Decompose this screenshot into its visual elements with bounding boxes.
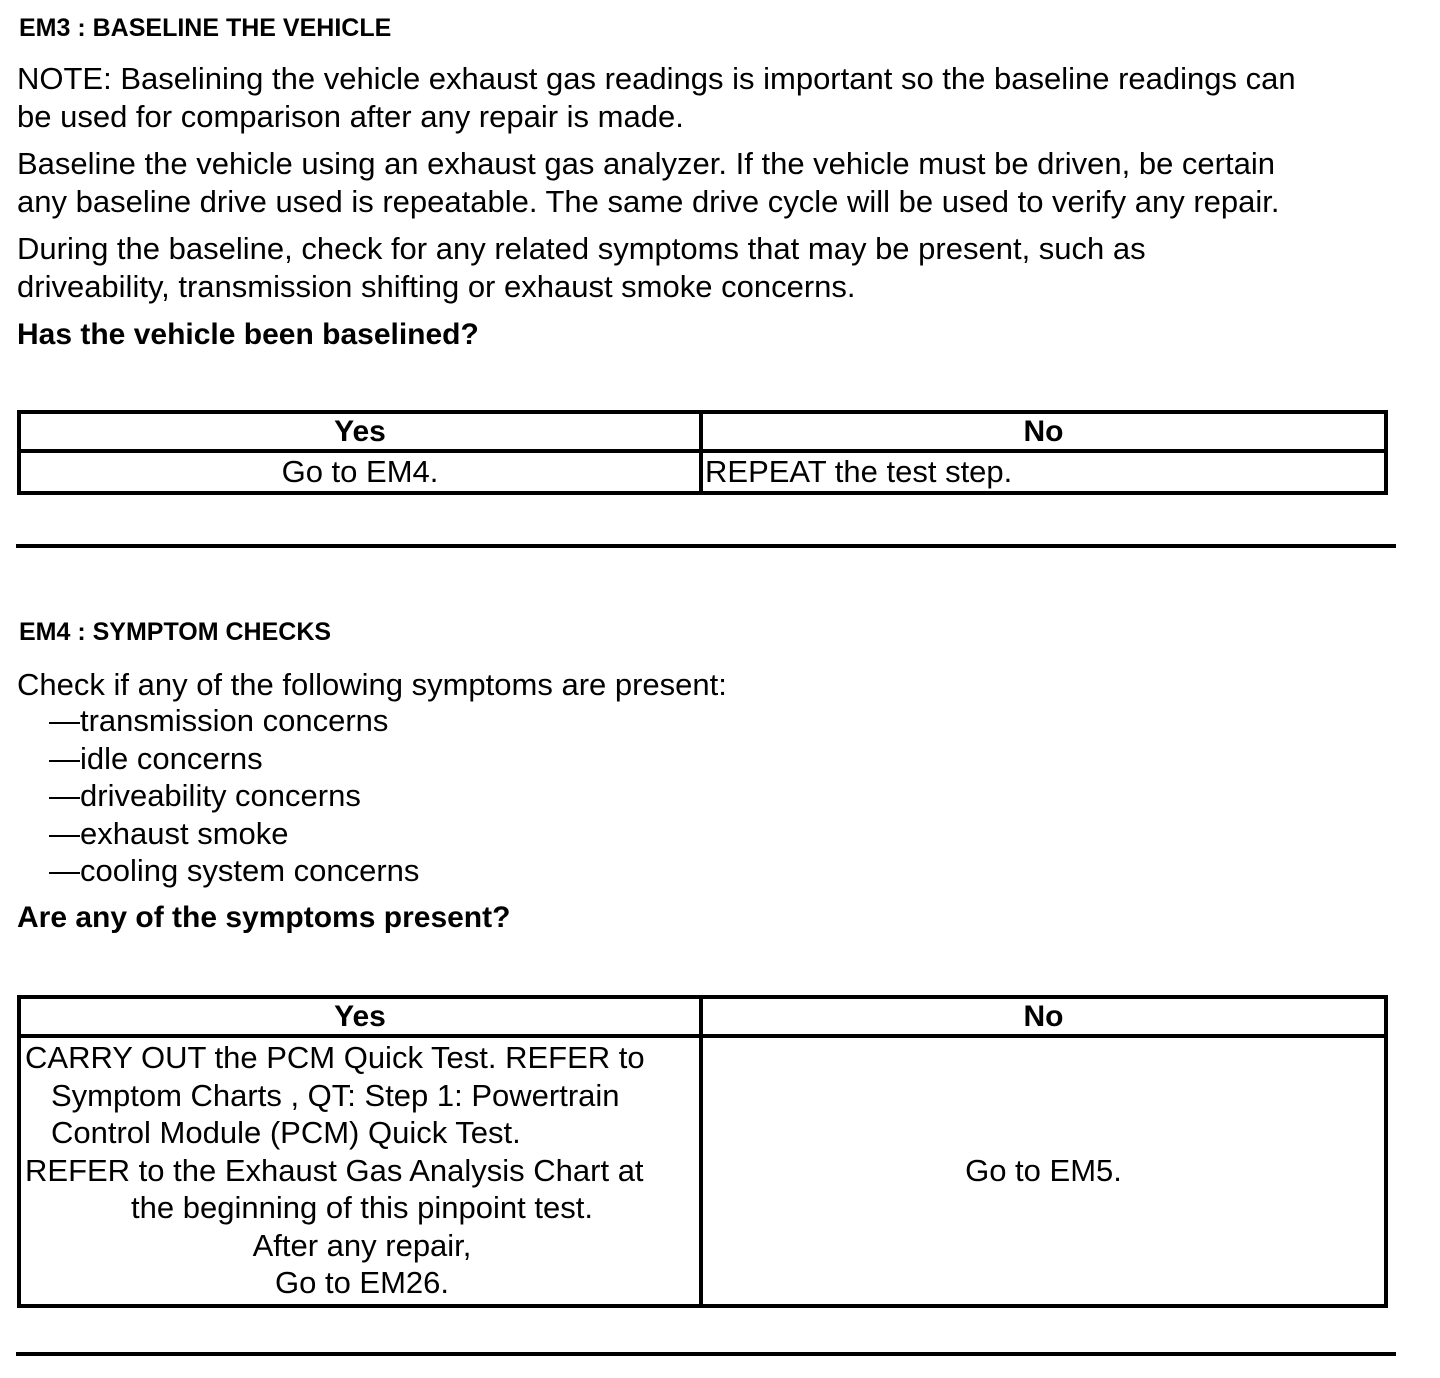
em3-question: Has the vehicle been baselined? [17, 318, 479, 351]
em3-paragraph-2-line-2: any baseline drive used is repeatable. The same drive cycle will be used to verify any repair. [17, 183, 1280, 219]
em4-table-header-row [19, 997, 1386, 1036]
em4-yes-line-1: CARRY OUT the PCM Quick Test. REFER to [25, 1040, 645, 1075]
em4-header-no: No [701, 997, 1386, 1036]
symptom-item: —driveability concerns [49, 778, 361, 813]
em3-yes-action: Go to EM4. [19, 451, 701, 493]
em4-yes-line-4: REFER to the Exhaust Gas Analysis Chart at [25, 1152, 644, 1188]
em4-intro: Check if any of the following symptoms are present: [17, 667, 727, 702]
em4-yes-action [19, 1036, 701, 1306]
em4-no-action: Go to EM5. [701, 1036, 1386, 1306]
em3-decision-table [17, 410, 1388, 495]
em3-header-yes: Yes [19, 412, 701, 451]
em3-table-header-row [19, 412, 1386, 451]
em3-no-action: REPEAT the test step. [701, 451, 1386, 493]
em4-header-yes: Yes [19, 997, 701, 1036]
em4-yes-line-6: After any repair, [252, 1227, 472, 1263]
section-divider-2 [16, 1352, 1396, 1356]
symptom-item: —transmission concerns [49, 703, 389, 738]
symptom-list [49, 702, 419, 890]
em3-note-line-2: be used for comparison after any repair is made. [17, 98, 684, 134]
em4-table-row [19, 1036, 1386, 1306]
em3-paragraph-3-line-2: driveability, transmission shifting or exhaust smoke concerns. [17, 268, 856, 304]
section-divider-1 [16, 544, 1396, 548]
em3-paragraph-3-line-1: During the baseline, check for any related symptoms that may be present, such as [17, 231, 1146, 266]
em4-yes-line-2: Symptom Charts , QT: Step 1: Powertrain [51, 1077, 620, 1113]
em4-heading: EM4 : SYMPTOM CHECKS [19, 618, 332, 646]
symptom-item: —idle concerns [49, 740, 263, 776]
symptom-item: —cooling system concerns [49, 853, 420, 888]
symptom-item: —exhaust smoke [49, 815, 289, 851]
em3-note [17, 60, 1296, 135]
em3-header-no: No [701, 412, 1386, 451]
em3-note-line-1: NOTE: Baselining the vehicle exhaust gas readings is important so the baseline readings can [17, 61, 1296, 96]
em4-decision-table [17, 995, 1388, 1308]
em4-yes-line-5: the beginning of this pinpoint test. [131, 1190, 593, 1225]
em3-paragraph-3 [17, 230, 1146, 305]
em3-table-row [19, 451, 1386, 493]
em4-yes-line-3: Control Module (PCM) Quick Test. [51, 1115, 521, 1150]
em3-heading: EM3 : BASELINE THE VEHICLE [19, 14, 392, 42]
em3-paragraph-2 [17, 145, 1279, 220]
em4-question: Are any of the symptoms present? [17, 901, 511, 934]
em4-yes-line-7: Go to EM26. [274, 1265, 450, 1300]
em3-paragraph-2-line-1: Baseline the vehicle using an exhaust gas analyzer. If the vehicle must be driven, be certain [17, 146, 1275, 181]
